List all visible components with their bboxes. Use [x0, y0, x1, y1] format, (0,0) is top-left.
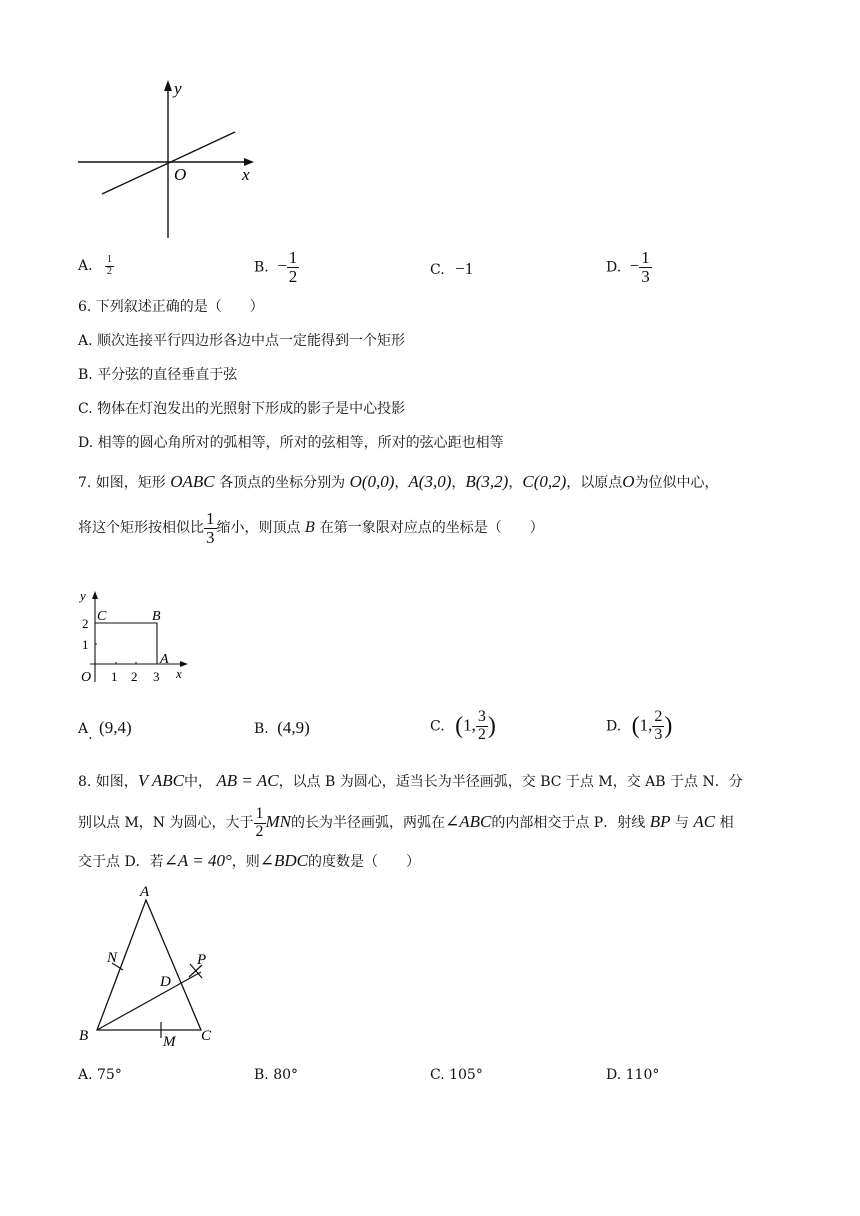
q7-line-2 [78, 508, 544, 548]
q8-label-b: B [79, 1028, 89, 1044]
q7-text-1d: 为位似中心， [634, 475, 719, 491]
q8-label-c: C [201, 1028, 212, 1044]
q7-option-d-rparen: ) [664, 712, 673, 739]
q7-option-c-lead: 1, [463, 715, 476, 735]
q8-half-den: 2 [255, 822, 264, 840]
q8-half-num: 1 [255, 804, 264, 822]
q5-option-a-den: 2 [107, 265, 113, 277]
q7-origin-label: O [81, 670, 92, 685]
q7-point-a-label: A [160, 652, 169, 667]
q7-line-1 [78, 472, 719, 493]
q8-angle-a: ∠A = 40° [163, 851, 232, 870]
q7-option-d-den: 3 [654, 725, 663, 743]
q5-y-arrow [164, 80, 172, 91]
q7-option-d-lead: 1, [639, 715, 653, 735]
q7-x-label: x [176, 666, 182, 681]
q8-text-1a: 8. 如图， [78, 774, 138, 790]
q8-line-3 [78, 851, 420, 872]
q5-option-a-letter: A. [78, 258, 93, 274]
q8-side-ac: AC [693, 812, 716, 831]
q7-option-c-lparen: ( [455, 712, 464, 739]
q8-text-3a: 交于点 D．若 [78, 854, 164, 870]
q5-option-b-sign: − [277, 256, 287, 276]
q7-comma-2: ， [451, 475, 466, 491]
q7-y-tick-label-2: 2 [82, 616, 89, 631]
q7-point-b-label: B [152, 609, 161, 624]
q8-label-n: N [107, 950, 118, 966]
q5-option-a [78, 255, 114, 277]
q8-ray-bp: BP [649, 812, 671, 831]
q8-label-a: A [140, 884, 150, 900]
q8-text-2a: 别以点 M，N 为圆心，大于 [78, 815, 254, 831]
q7-ratio-num: 1 [206, 508, 215, 528]
q8-line-2 [78, 802, 734, 843]
q8-angle-bdc: ∠BDC [259, 851, 309, 870]
q8-label-d: D [160, 974, 171, 990]
q7-option-d-letter: D. [606, 718, 622, 735]
q7-option-c-rparen: ) [487, 712, 496, 739]
q7-rectangle [95, 623, 157, 664]
q5-option-d-letter: D. [606, 259, 622, 276]
q5-option-b [254, 249, 299, 286]
q7-option-a [78, 718, 132, 743]
q8-text-2d: 与 [674, 815, 689, 831]
q7-comma-1: ， [394, 475, 409, 491]
q7-text-2c: 在第一象限对应点的坐标是（ ） [319, 520, 544, 536]
q7-point-b: B(3,2) [465, 472, 509, 491]
q5-option-a-num: 1 [107, 254, 113, 265]
q7-ratio-den: 3 [206, 527, 215, 547]
q7-x-tick-label-1: 1 [111, 669, 118, 684]
q7-y-label: y [80, 588, 86, 603]
q6-option-c: C. 物体在灯泡发出的光照射下形成的影子是中心投影 [78, 401, 406, 417]
q7-rectangle-graph [76, 586, 196, 686]
q5-option-d [606, 249, 652, 286]
q7-option-b-value: (4,9) [277, 718, 310, 737]
q6-option-d: D. 相等的圆心角所对的弧相等，所对的弦相等，所对的弦心距也相等 [78, 435, 504, 451]
q5-y-label: y [174, 79, 182, 98]
q8-equality: AB = AC [216, 771, 279, 790]
q7-option-c-num: 3 [477, 708, 486, 725]
q7-option-c [430, 709, 496, 744]
q8-option-c: C. 105° [430, 1067, 483, 1083]
q7-point-o: O(0,0) [349, 472, 395, 491]
q7-option-d-num: 2 [654, 708, 663, 725]
q8-half-fraction [254, 806, 266, 841]
q7-vertex: B [304, 520, 316, 536]
q8-label-m: M [163, 1034, 176, 1050]
q7-option-c-fraction [476, 709, 488, 744]
q7-text-2b: 缩小，则顶点 [216, 520, 301, 536]
q7-option-d-fraction [652, 709, 664, 744]
q7-text-1c: ，以原点 [566, 475, 623, 491]
q7-x-tick-label-2: 2 [131, 669, 138, 684]
q7-point-a: A(3,0) [408, 472, 452, 491]
q8-option-d: D. 110° [606, 1067, 660, 1083]
q8-line-1 [78, 771, 743, 792]
q7-option-a-value: (9,4) [99, 718, 132, 737]
q7-ratio-fraction [204, 510, 217, 547]
q5-option-d-sign: − [629, 256, 640, 276]
q5-option-c-letter: C. [430, 262, 445, 278]
q5-option-c-value: −1 [455, 259, 474, 278]
q8-triangle-figure [70, 880, 230, 1055]
q8-text-1b: 中， [183, 774, 212, 790]
q7-option-b [254, 718, 310, 738]
q7-option-a-letter: A [78, 721, 89, 737]
q7-center-o: O [622, 472, 635, 491]
q7-comma-3: ， [508, 475, 523, 491]
q8-mn: MN [265, 812, 291, 831]
q5-option-b-fraction [287, 249, 300, 286]
q7-option-d-lparen: ( [631, 712, 640, 739]
q5-option-c [430, 259, 473, 279]
q7-option-d [606, 709, 672, 744]
q7-text-1a: 7. 如图，矩形 [78, 475, 166, 491]
q7-option-c-letter: C. [430, 718, 445, 735]
q7-option-a-dot: . [88, 727, 93, 743]
q5-option-d-den: 3 [641, 266, 650, 286]
q5-x-label: x [242, 165, 250, 184]
q8-text-2c: 的内部相交于点 P．射线 [491, 815, 646, 831]
q5-option-d-fraction [639, 249, 652, 286]
q7-x-tick-label-3: 3 [153, 669, 160, 684]
q7-y-tick-label-1: 1 [82, 637, 89, 652]
q8-option-b: B. 80° [254, 1067, 299, 1083]
q7-y-arrow [92, 591, 98, 599]
q5-option-b-den: 2 [288, 266, 298, 286]
q8-angle-abc: ∠ABC [445, 812, 492, 831]
q5-option-a-fraction [105, 255, 114, 277]
q6-option-a: A. 顺次连接平行四边形各边中点一定能得到一个矩形 [78, 333, 406, 349]
q8-text-1c: ，以点 B 为圆心，适当长为半径画弧，交 BC 于点 M，交 AB 于点 N．分 [278, 774, 743, 790]
q5-line-graph [70, 72, 270, 242]
q7-option-c-den: 2 [477, 725, 486, 743]
q8-text-3b: ，则 [231, 854, 260, 870]
q8-triangle: V ABC [137, 771, 184, 790]
q7-shape-name: OABC [170, 472, 215, 491]
q8-text-3c: 的度数是（ ） [308, 854, 421, 870]
q7-text-2a: 将这个矩形按相似比 [78, 520, 204, 536]
q6-option-b: B. 平分弦的直径垂直于弦 [78, 367, 238, 383]
q5-option-d-num: 1 [641, 248, 650, 267]
q8-ray-bp-line [97, 972, 201, 1030]
q8-text-2e: 相 [719, 815, 734, 831]
q8-text-2b: 的长为半径画弧，两弧在 [291, 815, 445, 831]
q7-text-1b: 各顶点的坐标分别为 [219, 475, 346, 491]
q7-option-b-letter: B. [254, 721, 269, 737]
q5-option-b-letter: B. [254, 259, 269, 276]
q5-option-b-num: 1 [288, 248, 298, 267]
q5-origin-label: O [174, 165, 187, 184]
q7-point-c-label: C [97, 609, 107, 624]
q6-stem: 6. 下列叙述正确的是（ ） [78, 299, 264, 315]
q7-point-c: C(0,2) [522, 472, 567, 491]
q8-label-p: P [197, 952, 207, 968]
q8-option-a: A. 75° [78, 1067, 122, 1083]
